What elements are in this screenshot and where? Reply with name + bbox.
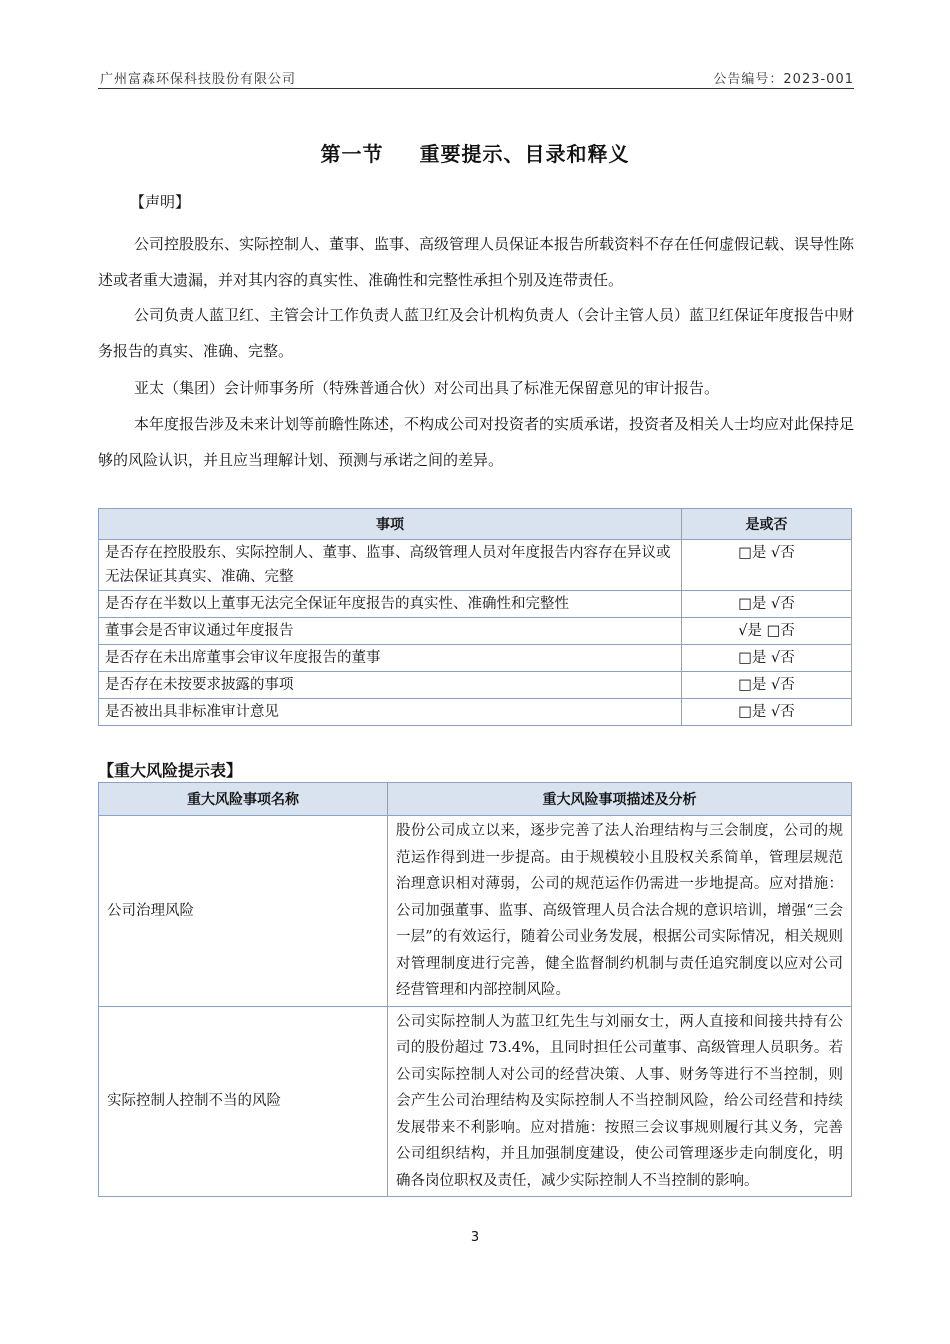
section-heading: 重要提示、目录和释义 xyxy=(419,142,630,166)
page-header xyxy=(98,66,854,89)
row-item: 是否存在未出席董事会审议年度报告的董事 xyxy=(99,645,682,672)
table-row xyxy=(99,618,852,645)
row-answer: □是 √否 xyxy=(682,672,852,699)
section-number: 第一节 xyxy=(320,142,384,166)
row-item: 是否存在控股股东、实际控制人、董事、监事、高级管理人员对年度报告内容存在异议或无法保证其真实、准确、完整 xyxy=(99,540,682,591)
table-row xyxy=(99,645,852,672)
table-row xyxy=(99,1006,852,1197)
table-row xyxy=(99,591,852,618)
row-item: 是否存在半数以上董事无法完全保证年度报告的真实性、准确性和完整性 xyxy=(99,591,682,618)
row-answer: □是 √否 xyxy=(682,699,852,726)
row-answer: □是 √否 xyxy=(682,591,852,618)
notice-number: 公告编号：2023-001 xyxy=(713,72,854,87)
row-item: 是否被出具非标准审计意见 xyxy=(99,699,682,726)
row-answer: □是 √否 xyxy=(682,645,852,672)
table-row xyxy=(99,816,852,1007)
row-item: 董事会是否审议通过年度报告 xyxy=(99,618,682,645)
table-row xyxy=(99,699,852,726)
table-header-row xyxy=(99,783,852,816)
table-header-row xyxy=(99,509,852,540)
risk-name: 实际控制人控制不当的风险 xyxy=(99,1006,388,1197)
row-answer: □是 √否 xyxy=(682,540,852,591)
risk-table xyxy=(98,782,852,1197)
row-answer: √是 □否 xyxy=(682,618,852,645)
paragraph-guarantee: 公司控股股东、实际控制人、董事、监事、高级管理人员保证本报告所载资料不存在任何虚假记载、误导性陈述或者重大遗漏，并对其内容的真实性、准确性和完整性承担个别及连带责任。 xyxy=(98,235,855,289)
risk-description: 公司实际控制人为蓝卫红先生与刘丽女士，两人直接和间接共持有公司的股份超过 73.4%，且同时担任公司董事、高级管理人员职务。若公司实际控制人对公司的经营决策、人事、财务等进行不当控制，则会产生公司治理结构及实际控制人不当控制风险，给公司经营和持续发展带来不利影响。应对措施：按照三会议事规则履行其义务，完善公司组织结构，并且加强制度建设，使公司管理逐步走向制度化，明确各岗位职权及责任，减少实际控制人不当控制的影响。 xyxy=(388,1006,852,1197)
company-name: 广州富森环保科技股份有限公司 xyxy=(100,72,297,87)
paragraph-audit-opinion: 亚太（集团）会计师事务所（特殊普通合伙）对公司出具了标准无保留意见的审计报告。 xyxy=(134,379,720,397)
page-number: 3 xyxy=(470,1230,480,1245)
paragraph-forward-looking: 本年度报告涉及未来计划等前瞻性陈述，不构成公司对投资者的实质承诺，投资者及相关人士均应对此保持足够的风险认识，并且应当理解计划、预测与承诺之间的差异。 xyxy=(98,415,855,469)
column-header-risk-desc: 重大风险事项描述及分析 xyxy=(388,783,852,816)
risk-table-title: 【重大风险提示表】 xyxy=(98,761,243,780)
risk-name: 公司治理风险 xyxy=(99,816,388,1007)
paragraph-financial-responsibility: 公司负责人蓝卫红、主管会计工作负责人蓝卫红及会计机构负责人（会计主管人员）蓝卫红保证年度报告中财务报告的真实、准确、完整。 xyxy=(98,306,855,360)
column-header-item: 事项 xyxy=(99,509,682,540)
table-row xyxy=(99,672,852,699)
table-row xyxy=(99,540,852,591)
column-header-risk-name: 重大风险事项名称 xyxy=(99,783,388,816)
risk-description: 股份公司成立以来，逐步完善了法人治理结构与三会制度，公司的规范运作得到进一步提高。由于规模较小且股权关系简单，管理层规范治理意识相对薄弱，公司的规范运作仍需进一步地提高。应对措施：公司加强董事、监事、高级管理人员合法合规的意识培训，增强“三会一层”的有效运行，随着公司业务发展，根据公司实际情况，相关规则对管理制度进行完善，健全监督制约机制与责任追究制度以应对公司经营管理和内部控制风险。 xyxy=(388,816,852,1007)
column-header-answer: 是或否 xyxy=(682,509,852,540)
section-title xyxy=(0,138,950,167)
row-item: 是否存在未按要求披露的事项 xyxy=(99,672,682,699)
confirmation-table xyxy=(98,508,852,726)
declaration-label: 【声明】 xyxy=(130,193,191,211)
